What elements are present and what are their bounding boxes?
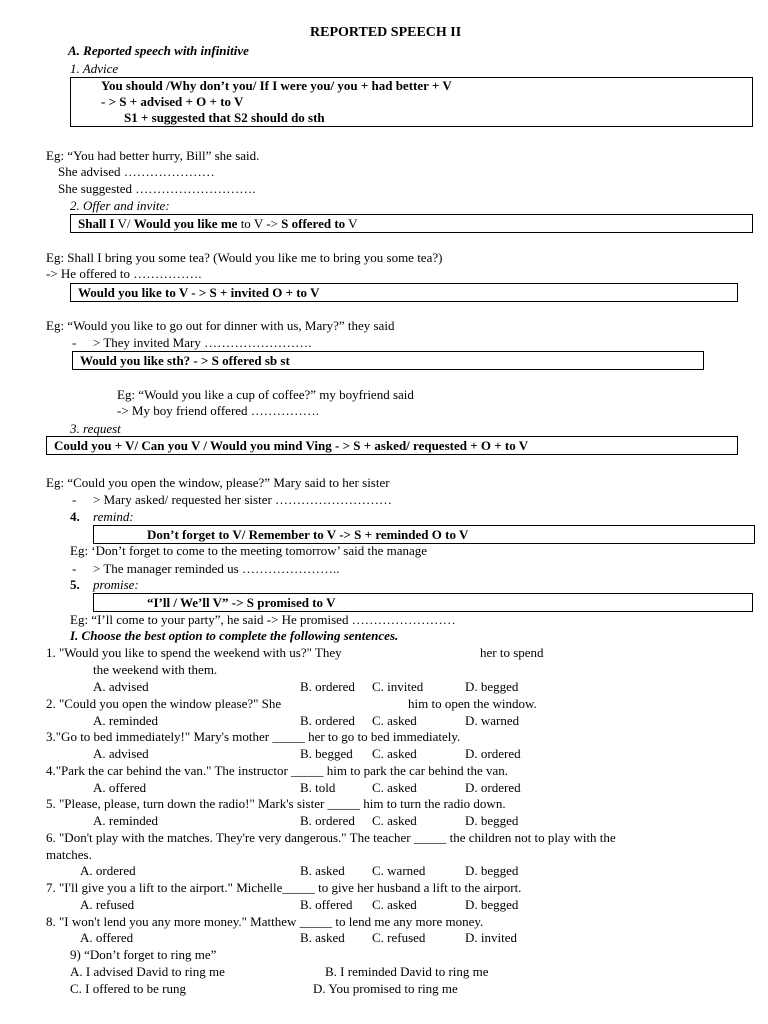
offer-answer: -> He offered to ……………. bbox=[46, 266, 202, 281]
option-c[interactable]: C. asked bbox=[372, 813, 417, 828]
advice-rule-line1: You should /Why don’t you/ If I were you/ you + had better + V bbox=[101, 78, 452, 93]
list-dash: - bbox=[72, 492, 77, 507]
advice-rule-line2: - > S + advised + O + to V bbox=[101, 94, 244, 109]
request-answer: > Mary asked/ requested her sister ……………………… bbox=[93, 492, 393, 507]
option-a[interactable]: A. reminded bbox=[93, 813, 158, 828]
option-c[interactable]: C. asked bbox=[372, 713, 417, 728]
question-1-line2: the weekend with them. bbox=[93, 662, 218, 677]
option-c[interactable]: C. asked bbox=[372, 780, 417, 795]
offer-sth-rule-text: Would you like sth? - > S offered sb st bbox=[80, 353, 290, 368]
request-rule-box bbox=[46, 436, 738, 455]
option-d[interactable]: D. begged bbox=[465, 897, 519, 912]
invite-rule-box bbox=[70, 283, 738, 302]
promise-heading: promise: bbox=[93, 577, 139, 592]
option-d[interactable]: D. begged bbox=[465, 813, 519, 828]
option-b[interactable]: B. begged bbox=[300, 746, 353, 761]
option-d[interactable]: D. ordered bbox=[465, 780, 521, 795]
question-2: 2. "Could you open the window please?" She bbox=[46, 696, 282, 711]
advice-rule-line3: S1 + suggested that S2 should do sth bbox=[124, 110, 325, 125]
question-1: 1. "Would you like to spend the weekend with us?" They bbox=[46, 645, 342, 660]
remind-example: Eg: ‘Don’t forget to come to the meeting tomorrow’ said the manage bbox=[70, 543, 428, 558]
invite-rule-text: Would you like to V - > S + invited O + to V bbox=[78, 285, 320, 300]
promise-rule-box bbox=[93, 593, 753, 612]
invite-example: Eg: “Would you like to go out for dinner with us, Mary?” they said bbox=[46, 318, 395, 333]
offer-heading: 2. Offer and invite: bbox=[70, 198, 170, 213]
offer-sth-rule-box bbox=[72, 351, 704, 370]
option-b[interactable]: B. I reminded David to ring me bbox=[325, 964, 489, 979]
question-6-line2: matches. bbox=[46, 847, 92, 862]
option-d[interactable]: D. You promised to ring me bbox=[313, 981, 458, 996]
question-2-continued: him to open the window. bbox=[408, 696, 537, 711]
offer-rule-text: Shall I V/ Would you like me to V -> S offered to V bbox=[78, 216, 358, 231]
question-6: 6. "Don't play with the matches. They're very dangerous." The teacher _____ the children not to play with the bbox=[46, 830, 616, 845]
question-4: 4."Park the car behind the van." The instructor _____ him to park the car behind the van. bbox=[46, 763, 508, 778]
offer-example: Eg: Shall I bring you some tea? (Would you like me to bring you some tea?) bbox=[46, 250, 443, 265]
option-b[interactable]: B. ordered bbox=[300, 713, 355, 728]
question-8: 8. "I won't lend you any more money." Matthew _____ to lend me any more money. bbox=[46, 914, 484, 929]
option-c[interactable]: C. invited bbox=[372, 679, 424, 694]
advice-heading: 1. Advice bbox=[70, 61, 119, 76]
remind-answer: > The manager reminded us ………………….. bbox=[93, 561, 340, 576]
advice-example: Eg: “You had better hurry, Bill” she said. bbox=[46, 148, 260, 163]
option-a[interactable]: A. offered bbox=[80, 930, 134, 945]
advice-answer-2: She suggested ………………………. bbox=[58, 181, 256, 196]
remind-rule-box bbox=[93, 525, 755, 544]
request-heading: 3. request bbox=[70, 421, 121, 436]
coffee-example: Eg: “Would you like a cup of coffee?” my boyfriend said bbox=[117, 387, 414, 402]
request-example: Eg: “Could you open the window, please?” Mary said to her sister bbox=[46, 475, 390, 490]
option-d[interactable]: D. ordered bbox=[465, 746, 521, 761]
option-b[interactable]: B. ordered bbox=[300, 679, 355, 694]
remind-number: 4. bbox=[70, 509, 80, 524]
question-1-continued: her to spend bbox=[480, 645, 544, 660]
option-d[interactable]: D. invited bbox=[465, 930, 517, 945]
section-a-heading: A. Reported speech with infinitive bbox=[68, 43, 249, 58]
option-b[interactable]: B. asked bbox=[300, 930, 345, 945]
list-dash: - bbox=[72, 335, 77, 350]
option-a[interactable]: A. I advised David to ring me bbox=[70, 964, 225, 979]
option-b[interactable]: B. ordered bbox=[300, 813, 355, 828]
invite-answer: > They invited Mary ……………………. bbox=[93, 335, 312, 350]
advice-answer-1: She advised ………………… bbox=[58, 164, 215, 179]
exercise-heading: I. Choose the best option to complete the following sentences. bbox=[70, 628, 399, 643]
option-a[interactable]: A. advised bbox=[93, 679, 149, 694]
option-c[interactable]: C. refused bbox=[372, 930, 426, 945]
option-a[interactable]: A. offered bbox=[93, 780, 147, 795]
list-dash: - bbox=[72, 561, 77, 576]
question-3: 3."Go to bed immediately!" Mary's mother _____ her to go to bed immediately. bbox=[46, 729, 461, 744]
option-c[interactable]: C. asked bbox=[372, 746, 417, 761]
question-9: 9) “Don’t forget to ring me” bbox=[70, 947, 217, 962]
option-d[interactable]: D. warned bbox=[465, 713, 520, 728]
request-rule-text: Could you + V/ Can you V / Would you mind Ving - > S + asked/ requested + O + to V bbox=[54, 438, 529, 453]
page-title: REPORTED SPEECH II bbox=[310, 25, 462, 40]
option-a[interactable]: A. reminded bbox=[93, 713, 158, 728]
remind-rule-text: Don’t forget to V/ Remember to V -> S + reminded O to V bbox=[147, 527, 469, 542]
option-c[interactable]: C. I offered to be rung bbox=[70, 981, 187, 996]
promise-number: 5. bbox=[70, 577, 80, 592]
option-a[interactable]: A. refused bbox=[80, 897, 135, 912]
option-b[interactable]: B. offered bbox=[300, 897, 353, 912]
coffee-answer: -> My boy friend offered ……………. bbox=[117, 403, 320, 418]
promise-example: Eg: “I’ll come to your party”, he said -> He promised …………………… bbox=[70, 612, 456, 627]
option-c[interactable]: C. warned bbox=[372, 863, 426, 878]
remind-heading: remind: bbox=[93, 509, 134, 524]
question-5: 5. "Please, please, turn down the radio!" Mark's sister _____ him to turn the radio down. bbox=[46, 796, 506, 811]
option-d[interactable]: D. begged bbox=[465, 679, 519, 694]
option-a[interactable]: A. ordered bbox=[80, 863, 136, 878]
question-7: 7. "I'll give you a lift to the airport." Michelle_____ to give her husband a lift to the airport. bbox=[46, 880, 522, 895]
option-a[interactable]: A. advised bbox=[93, 746, 149, 761]
advice-rule-box bbox=[70, 77, 753, 127]
option-c[interactable]: C. asked bbox=[372, 897, 417, 912]
offer-rule-box bbox=[70, 214, 753, 233]
promise-rule-text: “I’ll / We’ll V” -> S promised to V bbox=[147, 595, 336, 610]
option-b[interactable]: B. told bbox=[300, 780, 336, 795]
option-b[interactable]: B. asked bbox=[300, 863, 345, 878]
option-d[interactable]: D. begged bbox=[465, 863, 519, 878]
